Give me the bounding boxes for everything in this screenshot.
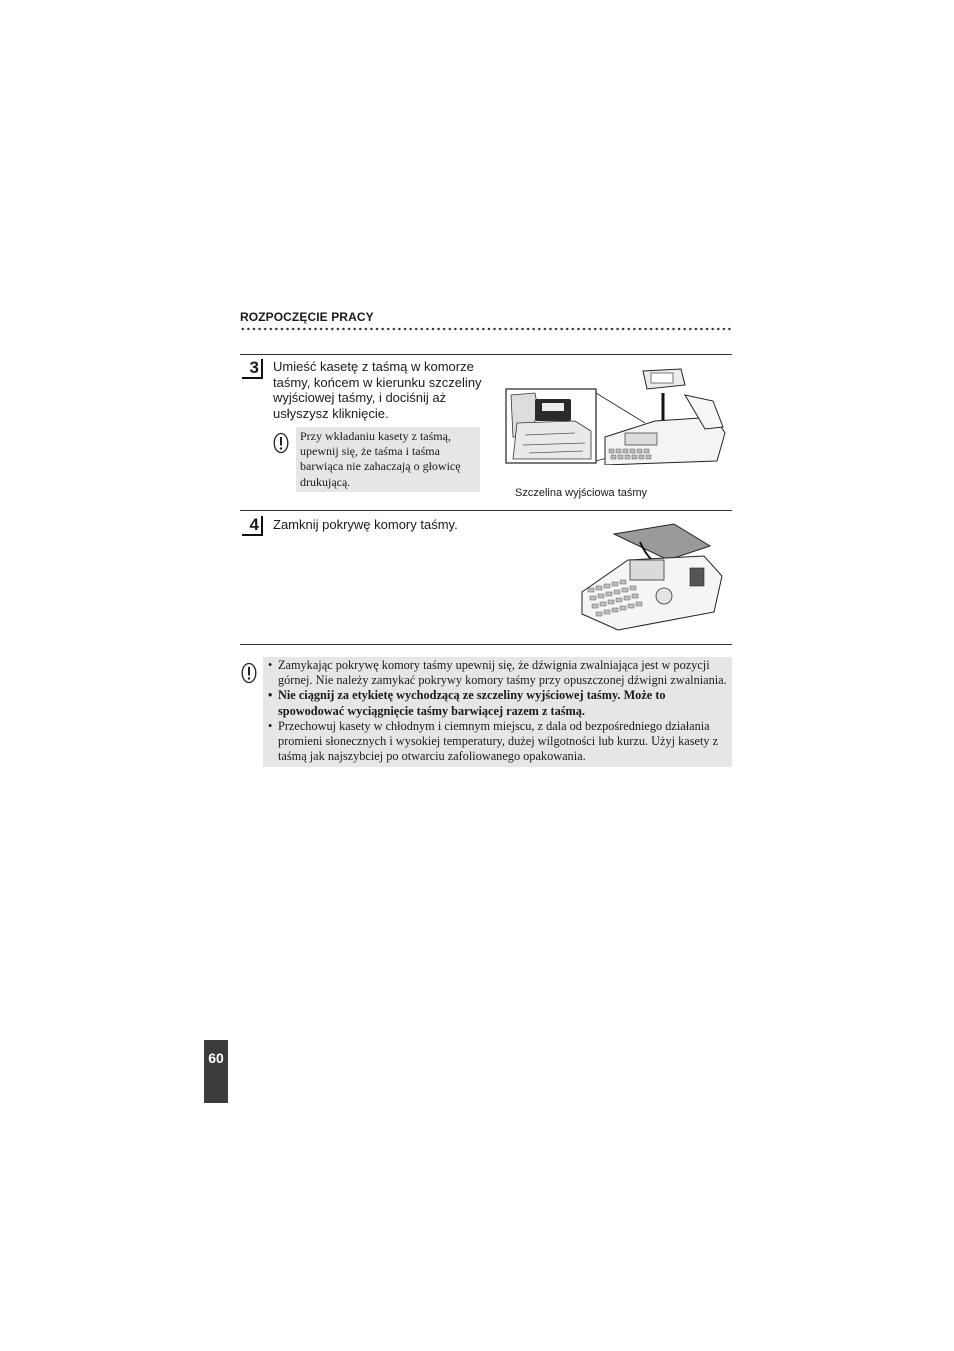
page-number: 60 — [204, 1040, 228, 1103]
section-title: ROZPOCZĘCIE PRACY — [240, 310, 374, 324]
caution-icon — [241, 662, 257, 684]
caution-box — [263, 657, 732, 767]
step-divider — [240, 354, 732, 355]
step-text: Zamknij pokrywę komory taśmy. — [273, 517, 458, 532]
cassette-insertion-illustration — [505, 365, 731, 465]
step-number: 3 — [242, 359, 263, 379]
caution-item: • Nie ciągnij za etykietę wychodzącą ze szczeliny wyjściowej taśmy. Może to spowodować wyciągnięcie taśmy barwiącej razem z taśmą. — [266, 688, 729, 718]
caution-item: • Zamykając pokrywę komory taśmy upewnij się, że dźwignia zwalniająca jest w pozycji górnej. Nie należy zamykać pokrywy komory taśmy przy opuszczonej dźwigni zwalniania. — [266, 658, 729, 688]
caution-icon — [273, 432, 289, 454]
figure-caption: Szczelina wyjściowa taśmy — [515, 487, 648, 499]
close-cover-illustration — [578, 520, 728, 632]
note-text: Przy wkładaniu kasety z taśmą, upewnij się, że taśma i taśma barwiąca nie zahaczają o głowicę drukującą. — [300, 429, 461, 489]
note-box — [296, 427, 480, 492]
step-divider — [240, 510, 732, 511]
step-text: Umieść kasetę z taśmą w komorze taśmy, końcem w kierunku szczeliny wyjściowej taśmy, i dociśnij aż usłyszysz kliknięcie. — [273, 359, 482, 421]
dotted-divider — [240, 325, 732, 333]
section-divider — [240, 644, 732, 645]
caution-list — [266, 658, 729, 764]
caution-item: • Przechowuj kasety w chłodnym i ciemnym miejscu, z dala od bezpośredniego działania promieni słonecznych i wysokiej temperatury, dużej wilgotności lub kurzu. Użyj kasety z taśmą jak najszybciej po otwarciu zafoliowanego opakowania. — [266, 719, 729, 765]
step-number: 4 — [242, 516, 263, 536]
